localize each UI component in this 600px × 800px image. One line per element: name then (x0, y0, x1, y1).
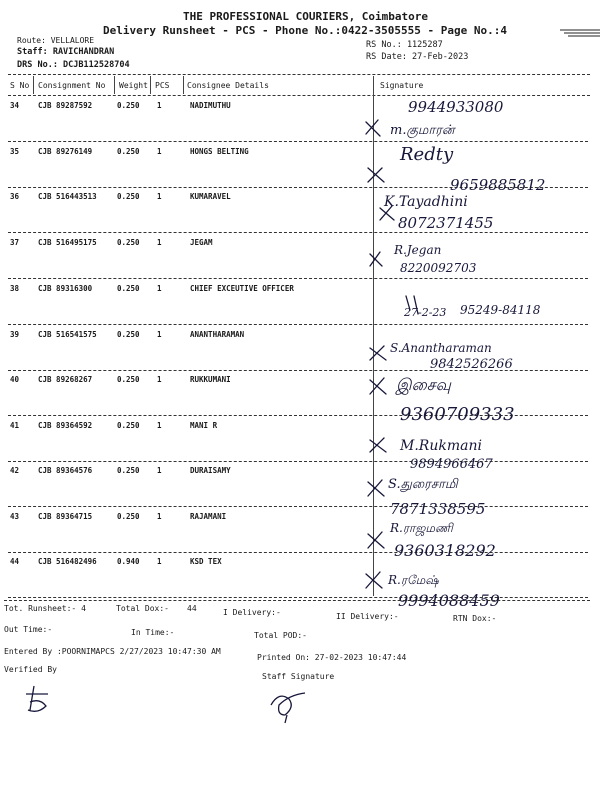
signature-name: S.துரைசாமி (388, 477, 458, 492)
row-separator (8, 506, 588, 507)
table-row (0, 417, 600, 462)
row-consignment-no: CJB 89364715 (38, 512, 93, 521)
row-sno: 44 (10, 557, 20, 566)
row-consignment-no: CJB 89276149 (38, 147, 93, 156)
row-consignee: NADIMUTHU (190, 101, 231, 110)
signature-phone: 9842526266 (430, 357, 513, 372)
company-name: THE PROFESSIONAL COURIERS, Coimbatore (183, 10, 429, 23)
row-pcs: 1 (157, 192, 162, 201)
row-weight: 0.250 (117, 375, 140, 384)
ii-delivery: II Delivery:- (336, 612, 399, 621)
row-pcs: 1 (157, 421, 162, 430)
table-row (0, 97, 600, 142)
row-consignee: JEGAM (190, 238, 213, 247)
row-pcs: 1 (157, 101, 162, 110)
row-consignee: KUMARAVEL (190, 192, 231, 201)
row-sno: 38 (10, 284, 20, 293)
table-row (0, 462, 600, 507)
row-separator (8, 278, 588, 279)
total-dox-label: Total Dox:- (116, 604, 169, 613)
row-weight: 0.250 (117, 466, 140, 475)
row-consignee: KSD TEX (190, 557, 222, 566)
staff-signature-label: Staff Signature (262, 672, 335, 681)
row-pcs: 1 (157, 512, 162, 521)
staff-label: Staff: RAVICHANDRAN (17, 47, 115, 57)
signature-phone: 95249-84118 (460, 303, 541, 317)
row-consignee: ANANTHARAMAN (190, 330, 245, 339)
signature-phone: 9360318292 (394, 541, 496, 560)
row-consignment-no: CJB 516495175 (38, 238, 97, 247)
row-separator (8, 597, 588, 598)
row-consignment-no: CJB 516482496 (38, 557, 97, 566)
corner-mark (560, 0, 600, 40)
col-divider (150, 76, 151, 94)
verified-by: Verified By (4, 665, 57, 674)
col-divider (114, 76, 115, 94)
row-consignment-no: CJB 89268267 (38, 375, 93, 384)
row-weight: 0.250 (117, 238, 140, 247)
row-consignee: MANI R (190, 421, 218, 430)
row-weight: 0.250 (117, 330, 140, 339)
row-weight: 0.250 (117, 147, 140, 156)
header-bottom-rule (8, 95, 590, 96)
signature-phone: 9994088459 (398, 591, 500, 610)
col-weight: Weight (119, 81, 148, 90)
row-separator (8, 324, 588, 325)
row-weight: 0.250 (117, 284, 140, 293)
row-consignee: HONGS BELTING (190, 147, 249, 156)
col-consignment: Consignment No (38, 81, 106, 90)
table-row (0, 280, 600, 325)
signature-phone: 8072371455 (398, 214, 494, 232)
row-consignment-no: CJB 516541575 (38, 330, 97, 339)
table-row (0, 234, 600, 279)
row-separator (8, 141, 588, 142)
row-weight: 0.250 (117, 421, 140, 430)
row-consignment-no: CJB 89364576 (38, 466, 93, 475)
row-consignee: CHIEF EXCEUTIVE OFFICER (190, 284, 294, 293)
tot-runsheet: Tot. Runsheet:- 4 (4, 604, 86, 613)
table-row (0, 143, 600, 188)
rs-date: RS Date: 27-Feb-2023 (366, 52, 469, 62)
col-divider (183, 76, 184, 94)
signature-name: 27-2-23 (404, 306, 447, 319)
row-sno: 39 (10, 330, 20, 339)
route-label: Route: VELLALORE (17, 36, 95, 45)
row-sno: 36 (10, 192, 20, 201)
signature-name: R.ரமேஷ் (388, 573, 439, 587)
row-pcs: 1 (157, 375, 162, 384)
signature-name: m.குமாரன் (390, 123, 455, 138)
row-consignment-no: CJB 516443513 (38, 192, 97, 201)
row-consignee: RUKKUMANI (190, 375, 231, 384)
row-separator (8, 415, 588, 416)
total-dox-value: 44 (187, 604, 197, 613)
drs-number: DRS No.: DCJB112528704 (17, 60, 130, 70)
signature-phone: 9944933080 (408, 98, 504, 116)
printed-on: Printed On: 27-02-2023 10:47:44 (257, 653, 407, 662)
rtn-dox: RTN Dox:- (453, 614, 497, 623)
signature-name: Redty (400, 144, 454, 165)
i-delivery: I Delivery:- (223, 608, 281, 617)
signature-name: இசைவு (396, 375, 451, 394)
row-consignment-no: CJB 89316300 (38, 284, 93, 293)
col-consignee: Consignee Details (187, 81, 269, 90)
row-sno: 41 (10, 421, 20, 430)
col-pcs: PCS (155, 81, 170, 90)
signature-name: M.Rukmani (400, 438, 482, 454)
row-sno: 40 (10, 375, 20, 384)
table-row (0, 371, 600, 416)
row-pcs: 1 (157, 330, 162, 339)
runsheet-subtitle: Delivery Runsheet - PCS - Phone No.:0422-3505555 - Page No.:4 (103, 24, 507, 37)
table-row (0, 326, 600, 371)
rs-number: RS No.: 1125287 (366, 40, 443, 50)
signature-phone: 8220092703 (400, 261, 477, 275)
summary-rule (4, 600, 590, 601)
row-pcs: 1 (157, 557, 162, 566)
row-weight: 0.250 (117, 192, 140, 201)
staff-signature-mark (265, 685, 315, 725)
row-sno: 35 (10, 147, 20, 156)
row-pcs: 1 (157, 238, 162, 247)
out-time: Out Time:- (4, 625, 53, 634)
row-sno: 43 (10, 512, 20, 521)
header-top-rule (8, 74, 590, 75)
row-weight: 0.250 (117, 512, 140, 521)
signature-name: R.Jegan (394, 243, 442, 257)
table-row (0, 188, 600, 233)
verified-signature-mark (20, 680, 60, 720)
table-row (0, 553, 600, 598)
row-weight: 0.940 (117, 557, 140, 566)
signature-phone: 7871338595 (390, 500, 486, 518)
table-row (0, 508, 600, 553)
row-pcs: 1 (157, 284, 162, 293)
signature-phone: 9894966467 (410, 457, 493, 472)
entered-by: Entered By :POORNIMAPCS 2/27/2023 10:47:30 AM (4, 647, 221, 656)
signature-name: R.ராஜமணி (390, 521, 453, 535)
in-time: In Time:- (131, 628, 175, 637)
row-consignee: DURAISAMY (190, 466, 231, 475)
signature-phone: 9360709333 (400, 404, 515, 425)
total-pod: Total POD:- (254, 631, 307, 640)
row-consignment-no: CJB 89364592 (38, 421, 93, 430)
row-pcs: 1 (157, 466, 162, 475)
row-weight: 0.250 (117, 101, 140, 110)
row-consignment-no: CJB 89287592 (38, 101, 93, 110)
row-consignee: RAJAMANI (190, 512, 227, 521)
row-sno: 37 (10, 238, 20, 247)
col-sno: S No (10, 81, 30, 90)
signature-name: S.Anantharaman (390, 341, 492, 355)
col-signature: Signature (380, 81, 424, 90)
signature-phone: 9659885812 (450, 176, 546, 194)
signature-name: K.Tayadhini (384, 194, 468, 210)
row-separator (8, 232, 588, 233)
row-sno: 34 (10, 101, 20, 110)
row-sno: 42 (10, 466, 20, 475)
col-divider (33, 76, 34, 94)
row-pcs: 1 (157, 147, 162, 156)
